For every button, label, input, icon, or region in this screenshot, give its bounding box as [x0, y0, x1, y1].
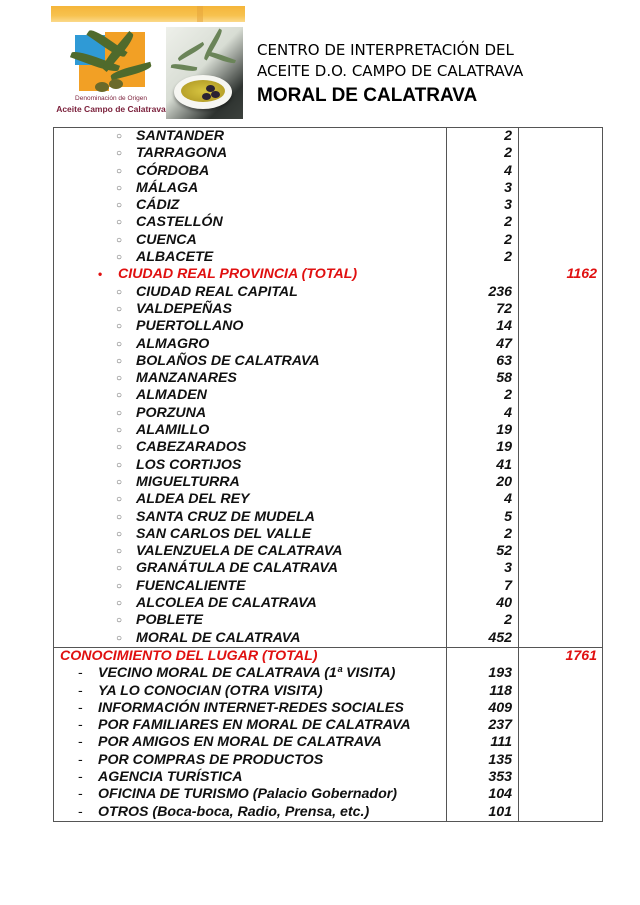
province-count-text: 2	[504, 145, 512, 162]
empty-total-cell	[519, 752, 603, 769]
table-row	[54, 336, 603, 353]
province-count-text: 2	[504, 128, 512, 144]
empty-total-cell	[519, 370, 603, 387]
municipality-count	[447, 543, 519, 560]
source-count-text: 193	[488, 665, 512, 682]
source-name	[54, 683, 447, 700]
source-count-text: 111	[490, 734, 512, 751]
source-name	[54, 717, 447, 734]
table-row	[54, 543, 603, 560]
municipality-name-text: PUERTOLLANO	[136, 318, 244, 335]
municipality-count-text: 4	[504, 404, 512, 421]
province-count	[447, 197, 519, 214]
municipality-count	[447, 491, 519, 508]
table-row	[54, 214, 603, 231]
source-count-text: 101	[488, 803, 512, 820]
empty-total-cell	[519, 578, 603, 595]
empty-total-cell	[519, 786, 603, 803]
title-line-3: MORAL DE CALATRAVA	[257, 85, 478, 106]
empty-total-cell	[519, 214, 603, 231]
municipality-count-text: 7	[504, 577, 512, 594]
source-count	[447, 700, 519, 717]
table-row	[54, 491, 603, 508]
empty-total-cell	[519, 804, 603, 822]
circle-bullet-icon: ○	[116, 528, 123, 540]
circle-bullet-icon: ○	[116, 217, 123, 229]
empty-total-cell	[519, 769, 603, 786]
table-row	[54, 786, 603, 803]
document-title	[257, 40, 523, 108]
table-row	[54, 700, 603, 717]
municipality-count-text: 52	[496, 543, 512, 560]
municipality-name-text: SANTA CRUZ DE MUDELA	[136, 508, 315, 525]
empty-total-cell	[519, 560, 603, 577]
olive-branch-icon	[177, 42, 205, 61]
municipality-count-text: 47	[496, 335, 512, 352]
province-count	[447, 249, 519, 266]
circle-bullet-icon: ○	[116, 390, 123, 402]
source-count	[447, 717, 519, 734]
circle-bullet-icon: ○	[116, 425, 123, 437]
source-name	[54, 734, 447, 751]
municipality-count	[447, 318, 519, 335]
municipality-count	[447, 457, 519, 474]
municipality-name-text: ALCOLEA DE CALATRAVA	[136, 595, 317, 612]
source-count	[447, 683, 519, 700]
circle-bullet-icon: ○	[116, 494, 123, 506]
empty-total-cell	[519, 526, 603, 543]
source-count	[447, 786, 519, 803]
source-count	[447, 752, 519, 769]
municipality-count	[447, 422, 519, 439]
municipality-name-text: MORAL DE CALATRAVA	[136, 629, 301, 646]
table-row	[54, 318, 603, 335]
circle-bullet-icon: ○	[116, 338, 123, 350]
municipality-name	[54, 301, 447, 318]
province-count	[447, 214, 519, 231]
empty-total-cell	[519, 318, 603, 335]
province-name-text: CUENCA	[136, 231, 197, 248]
municipality-name	[54, 387, 447, 404]
ciudad-real-total-value	[519, 266, 603, 283]
municipality-count	[447, 630, 519, 648]
visitor-statistics-table	[53, 127, 603, 822]
empty-total-cell	[519, 163, 603, 180]
empty-total-cell	[519, 180, 603, 197]
province-name-text: TARRAGONA	[136, 145, 228, 162]
empty-total-cell	[519, 543, 603, 560]
source-name	[54, 752, 447, 769]
province-count-text: 2	[504, 231, 512, 248]
source-count-text: 409	[488, 699, 512, 716]
province-name	[54, 145, 447, 162]
table-row	[54, 145, 603, 162]
table-row	[54, 665, 603, 682]
source-name-text: INFORMACIÓN INTERNET-REDES SOCIALES	[98, 699, 404, 716]
conocimiento-total-value	[519, 647, 603, 665]
table-row	[54, 457, 603, 474]
olive-icon	[211, 91, 220, 98]
municipality-count-text: 2	[504, 525, 512, 542]
province-name-text: SANTANDER	[136, 128, 225, 144]
source-name-text: OFICINA DE TURISMO (Palacio Gobernador)	[98, 786, 398, 803]
province-count-text: 2	[504, 214, 512, 231]
table-row	[54, 717, 603, 734]
municipality-count	[447, 612, 519, 629]
empty-total-cell	[519, 665, 603, 682]
dash-bullet-icon: -	[78, 803, 83, 820]
source-count-text: 353	[488, 768, 512, 785]
source-count	[447, 804, 519, 822]
empty-total-cell	[519, 128, 603, 146]
source-count-text: 237	[488, 717, 512, 734]
municipality-name-text: VALENZUELA DE CALATRAVA	[136, 543, 343, 560]
empty-total-cell	[519, 700, 603, 717]
empty-total-cell	[519, 336, 603, 353]
olive-branch-icon	[206, 50, 236, 65]
empty-total-cell	[519, 683, 603, 700]
source-count-text: 104	[488, 786, 512, 803]
circle-bullet-icon: ○	[116, 165, 123, 177]
source-count	[447, 665, 519, 682]
empty-count-cell	[447, 266, 519, 283]
table-row	[54, 474, 603, 491]
circle-bullet-icon: ○	[116, 580, 123, 592]
empty-total-cell	[519, 353, 603, 370]
empty-total-cell	[519, 474, 603, 491]
municipality-name-text: LOS CORTIJOS	[136, 456, 242, 473]
municipality-name-text: PORZUNA	[136, 404, 207, 421]
municipality-count	[447, 370, 519, 387]
table-row	[54, 612, 603, 629]
table-row	[54, 752, 603, 769]
circle-bullet-icon: ○	[116, 511, 123, 523]
ciudad-real-total-label-text: CIUDAD REAL PROVINCIA (TOTAL)	[118, 266, 358, 283]
table-row	[54, 683, 603, 700]
province-name-text: CÁDIZ	[136, 197, 180, 214]
conocimiento-total-label-text: CONOCIMIENTO DEL LUGAR (TOTAL)	[60, 647, 318, 664]
empty-total-cell	[519, 717, 603, 734]
municipality-name-text: ALDEA DEL REY	[136, 491, 250, 508]
table-row	[54, 387, 603, 404]
municipality-name	[54, 543, 447, 560]
municipality-name	[54, 284, 447, 301]
source-name-text: VECINO MORAL DE CALATRAVA (1ª VISITA)	[98, 665, 396, 682]
municipality-name	[54, 336, 447, 353]
olive-branch-icon	[171, 63, 197, 72]
source-name-text: YA LO CONOCIAN (OTRA VISITA)	[98, 682, 323, 699]
empty-count-cell	[447, 647, 519, 665]
municipality-count	[447, 284, 519, 301]
dash-bullet-icon: -	[78, 751, 83, 768]
empty-total-cell	[519, 439, 603, 456]
empty-total-cell	[519, 491, 603, 508]
empty-total-cell	[519, 457, 603, 474]
table-row	[54, 405, 603, 422]
municipality-name	[54, 318, 447, 335]
dash-bullet-icon: -	[78, 717, 83, 734]
province-name	[54, 197, 447, 214]
dash-bullet-icon: -	[78, 768, 83, 785]
empty-total-cell	[519, 422, 603, 439]
circle-bullet-icon: ○	[116, 407, 123, 419]
province-count-text: 3	[504, 197, 512, 214]
circle-bullet-icon: ○	[116, 563, 123, 575]
municipality-count-text: 58	[496, 370, 512, 387]
table-row	[54, 266, 603, 283]
province-name	[54, 232, 447, 249]
circle-bullet-icon: ○	[116, 442, 123, 454]
municipality-name-text: CABEZARADOS	[136, 439, 247, 456]
province-name-text: CASTELLÓN	[136, 214, 223, 231]
province-count-text: 4	[504, 162, 512, 179]
municipality-count-text: 236	[488, 283, 512, 300]
circle-bullet-icon: ○	[116, 303, 123, 315]
dash-bullet-icon: -	[78, 682, 83, 699]
empty-total-cell	[519, 612, 603, 629]
source-name-text: AGENCIA TURÍSTICA	[98, 768, 243, 785]
table-row	[54, 249, 603, 266]
province-count	[447, 232, 519, 249]
municipality-count	[447, 474, 519, 491]
municipality-count-text: 2	[504, 612, 512, 629]
province-name	[54, 214, 447, 231]
municipality-count-text: 3	[504, 560, 512, 577]
empty-total-cell	[519, 232, 603, 249]
circle-bullet-icon: ○	[116, 459, 123, 471]
municipality-count-text: 19	[496, 422, 512, 439]
source-count	[447, 769, 519, 786]
circle-bullet-icon: ○	[116, 321, 123, 333]
logo-caption-line1: Denominación de Origen	[75, 95, 147, 102]
conocimiento-total-value-text: 1761	[565, 647, 597, 664]
dash-bullet-icon: -	[78, 699, 83, 716]
province-count	[447, 163, 519, 180]
circle-bullet-icon: ○	[116, 598, 123, 610]
province-name	[54, 163, 447, 180]
table-row	[54, 595, 603, 612]
municipality-count-text: 14	[496, 318, 512, 335]
municipality-name-text: FUENCALIENTE	[136, 577, 246, 594]
municipality-count	[447, 578, 519, 595]
conocimiento-total-label	[54, 647, 447, 665]
source-name	[54, 804, 447, 822]
municipality-name	[54, 491, 447, 508]
municipality-count-text: 20	[496, 473, 512, 490]
table-row	[54, 353, 603, 370]
table-row	[54, 180, 603, 197]
circle-bullet-icon: ○	[116, 252, 123, 264]
source-name-text: POR AMIGOS EN MORAL DE CALATRAVA	[98, 734, 382, 751]
municipality-name	[54, 595, 447, 612]
table-row	[54, 422, 603, 439]
municipality-name	[54, 439, 447, 456]
page-header	[0, 0, 640, 128]
circle-bullet-icon: ○	[116, 373, 123, 385]
province-count-text: 2	[504, 249, 512, 266]
circle-bullet-icon: ○	[116, 632, 123, 644]
municipality-name-text: POBLETE	[136, 612, 204, 629]
municipality-count-text: 4	[504, 491, 512, 508]
empty-total-cell	[519, 734, 603, 751]
province-name-text: CÓRDOBA	[136, 162, 210, 179]
empty-total-cell	[519, 595, 603, 612]
municipality-count-text: 5	[504, 508, 512, 525]
table-row	[54, 734, 603, 751]
source-count	[447, 734, 519, 751]
municipality-name	[54, 353, 447, 370]
empty-total-cell	[519, 197, 603, 214]
empty-total-cell	[519, 405, 603, 422]
empty-total-cell	[519, 509, 603, 526]
municipality-name	[54, 612, 447, 629]
do-campo-de-calatrava-logo	[55, 27, 167, 119]
red-dot-bullet-icon: •	[98, 267, 103, 282]
province-name	[54, 249, 447, 266]
source-count-text: 118	[489, 682, 512, 699]
table-row	[54, 301, 603, 318]
municipality-count	[447, 336, 519, 353]
ciudad-real-total-value-text: 1162	[566, 266, 597, 283]
circle-bullet-icon: ○	[116, 131, 123, 142]
title-line-1: CENTRO DE INTERPRETACIÓN DEL	[257, 41, 514, 59]
table-row	[54, 578, 603, 595]
olive-icon	[95, 82, 109, 92]
municipality-count	[447, 526, 519, 543]
province-name	[54, 128, 447, 146]
dash-bullet-icon: -	[78, 734, 83, 751]
table-body	[54, 128, 603, 822]
municipality-count	[447, 439, 519, 456]
source-name-text: POR COMPRAS DE PRODUCTOS	[98, 751, 324, 768]
circle-bullet-icon: ○	[116, 476, 123, 488]
olive-oil-bowl-photo	[166, 27, 243, 119]
province-name-text: ALBACETE	[136, 249, 214, 266]
table-row	[54, 370, 603, 387]
table-row	[54, 439, 603, 456]
municipality-count	[447, 387, 519, 404]
municipality-count	[447, 509, 519, 526]
decorative-top-bar	[51, 6, 245, 22]
municipality-name	[54, 630, 447, 648]
municipality-name-text: ALMAGRO	[136, 335, 210, 352]
source-name	[54, 769, 447, 786]
province-name	[54, 180, 447, 197]
municipality-name	[54, 370, 447, 387]
dash-bullet-icon: -	[78, 786, 83, 803]
municipality-count-text: 19	[496, 439, 512, 456]
circle-bullet-icon: ○	[116, 286, 123, 298]
table-row	[54, 232, 603, 249]
table-row	[54, 630, 603, 648]
municipality-name-text: GRANÁTULA DE CALATRAVA	[136, 560, 339, 577]
province-count	[447, 128, 519, 146]
municipality-count	[447, 595, 519, 612]
municipality-name-text: BOLAÑOS DE CALATRAVA	[136, 352, 320, 369]
municipality-name	[54, 578, 447, 595]
municipality-count-text: 40	[496, 595, 512, 612]
province-name-text: MÁLAGA	[136, 179, 199, 196]
table-row	[54, 284, 603, 301]
municipality-name	[54, 560, 447, 577]
municipality-count-text: 63	[496, 352, 512, 369]
municipality-name-text: MIGUELTURRA	[136, 473, 240, 490]
municipality-count-text: 2	[504, 387, 512, 404]
table-row	[54, 526, 603, 543]
empty-total-cell	[519, 630, 603, 648]
source-name	[54, 700, 447, 717]
province-count	[447, 180, 519, 197]
table-row	[54, 560, 603, 577]
source-name-text: OTROS (Boca-boca, Radio, Prensa, etc.)	[98, 803, 370, 820]
circle-bullet-icon: ○	[116, 234, 123, 246]
logo-caption-line2: Aceite Campo de Calatrava	[56, 104, 166, 114]
circle-bullet-icon: ○	[116, 546, 123, 558]
circle-bullet-icon: ○	[116, 182, 123, 194]
municipality-name	[54, 474, 447, 491]
ciudad-real-total-label	[54, 266, 447, 283]
table-row	[54, 647, 603, 665]
circle-bullet-icon: ○	[116, 200, 123, 212]
province-count	[447, 145, 519, 162]
municipality-name-text: SAN CARLOS DEL VALLE	[136, 525, 312, 542]
empty-total-cell	[519, 301, 603, 318]
empty-total-cell	[519, 284, 603, 301]
empty-total-cell	[519, 145, 603, 162]
municipality-count-text: 41	[496, 456, 512, 473]
municipality-name	[54, 422, 447, 439]
circle-bullet-icon: ○	[116, 615, 123, 627]
source-name	[54, 786, 447, 803]
municipality-name-text: CIUDAD REAL CAPITAL	[136, 283, 298, 300]
municipality-count	[447, 560, 519, 577]
table-row	[54, 128, 603, 146]
source-name	[54, 665, 447, 682]
title-line-2: ACEITE D.O. CAMPO DE CALATRAVA	[257, 62, 524, 80]
circle-bullet-icon: ○	[116, 148, 123, 160]
dash-bullet-icon: -	[78, 665, 83, 682]
municipality-name	[54, 457, 447, 474]
province-count-text: 3	[504, 179, 512, 196]
municipality-count-text: 452	[488, 629, 512, 646]
olive-icon	[202, 93, 211, 100]
municipality-name-text: MANZANARES	[136, 370, 237, 387]
source-count-text: 135	[488, 751, 512, 768]
municipality-name-text: VALDEPEÑAS	[136, 300, 232, 317]
municipality-name	[54, 526, 447, 543]
municipality-name-text: ALMADEN	[136, 387, 207, 404]
municipality-name-text: ALAMILLO	[136, 422, 210, 439]
municipality-name	[54, 405, 447, 422]
municipality-count	[447, 301, 519, 318]
circle-bullet-icon: ○	[116, 355, 123, 367]
table-row	[54, 804, 603, 822]
olive-icon	[109, 79, 123, 89]
municipality-count-text: 72	[496, 300, 512, 317]
empty-total-cell	[519, 387, 603, 404]
municipality-count	[447, 405, 519, 422]
municipality-name	[54, 509, 447, 526]
municipality-count	[447, 353, 519, 370]
table-row	[54, 509, 603, 526]
table-row	[54, 769, 603, 786]
table-row	[54, 197, 603, 214]
empty-total-cell	[519, 249, 603, 266]
source-name-text: POR FAMILIARES EN MORAL DE CALATRAVA	[98, 717, 411, 734]
table-row	[54, 163, 603, 180]
